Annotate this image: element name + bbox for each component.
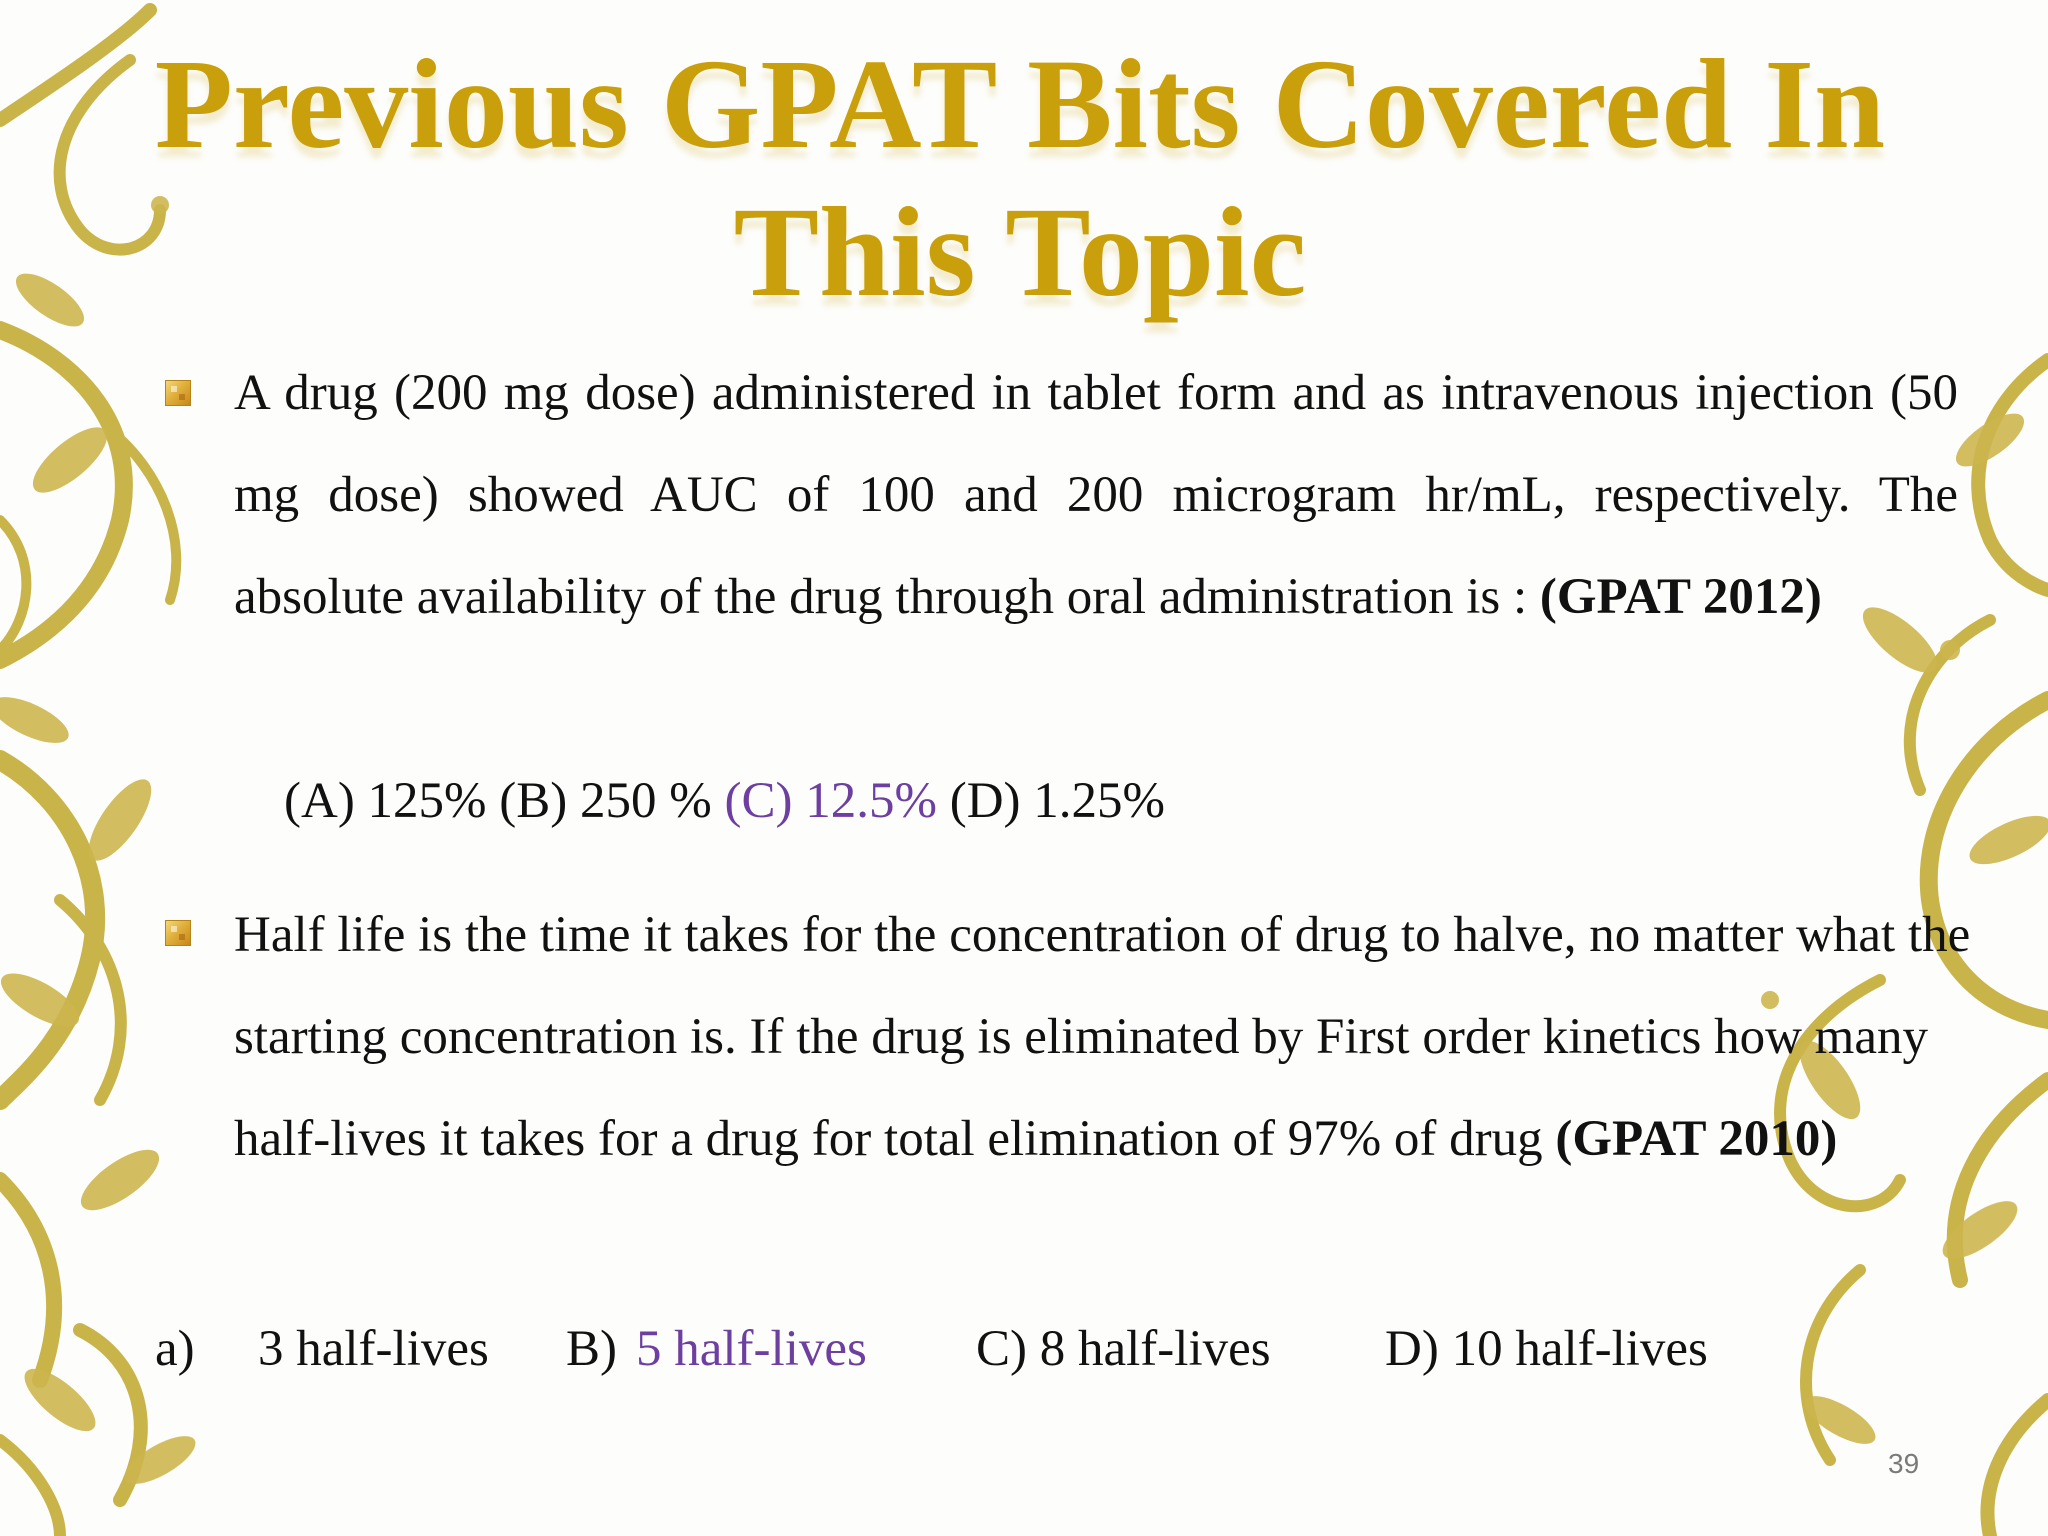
title-line-1: Previous GPAT Bits Covered In <box>154 33 1886 175</box>
question-2-source: (GPAT 2010) <box>1555 1111 1838 1167</box>
question-1-source: (GPAT 2012) <box>1539 569 1822 625</box>
bullet-icon <box>165 920 191 946</box>
question-2 <box>234 884 1974 1190</box>
page-number: 39 <box>1888 1448 1920 1479</box>
title-line-2: This Topic <box>733 181 1307 323</box>
option-c: C) 8 half-lives <box>976 1321 1271 1377</box>
option-d: D) 10 half-lives <box>1385 1321 1708 1377</box>
question-1-options <box>284 772 1165 830</box>
option-b: (B) 250 % <box>499 773 712 829</box>
question-1-text: A drug (200 mg dose) administered in tablet form and as intravenous injection (50 mg dose) showed AUC of 100 and 200 microgram hr/mL, respectively. The absolute availability of the drug through oral administration is : <box>234 365 1958 625</box>
option-c-correct: (C) 12.5% <box>724 773 937 829</box>
option-a: 3 half-lives <box>258 1321 489 1377</box>
question-2-text: Half life is the time it takes for the concentration of drug to halve, no matter what the starting concentration is. If the drug is eliminated by First order kinetics how many half-lives it takes for a drug for total elimination of 97% of drug <box>234 907 1971 1167</box>
option-d: (D) 1.25% <box>949 773 1165 829</box>
option-a: (A) 125% <box>284 773 487 829</box>
option-a-prefix: a) <box>155 1321 195 1377</box>
option-b-correct: 5 half-lives <box>636 1321 867 1377</box>
bullet-icon <box>165 380 191 406</box>
option-b-prefix: B) <box>566 1321 617 1377</box>
slide-title <box>120 30 1920 326</box>
question-1 <box>234 342 1958 648</box>
